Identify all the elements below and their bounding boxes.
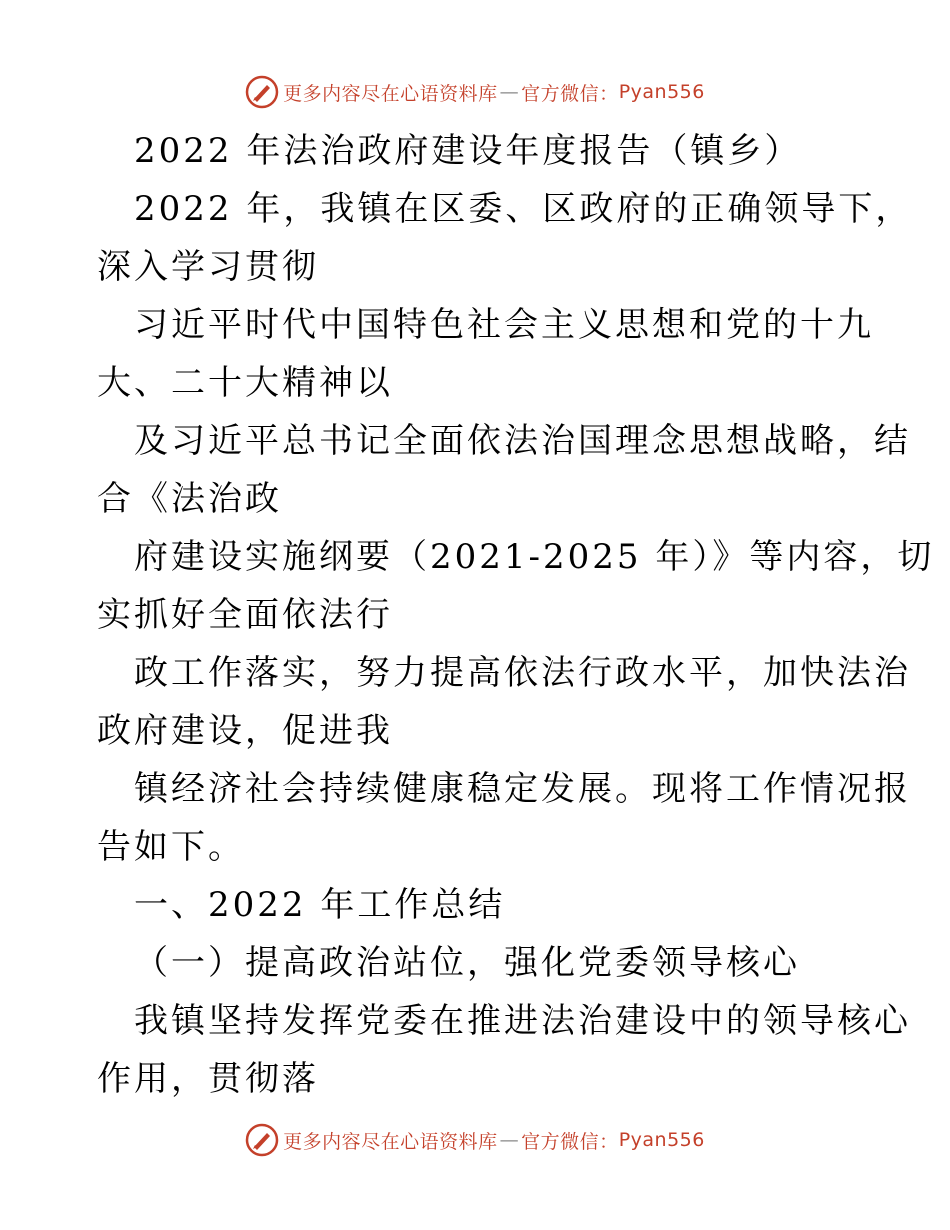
watermark-dash: — bbox=[499, 1129, 520, 1151]
subsection-heading: （一）提高政治站位，强化党委领导核心 bbox=[134, 943, 800, 983]
paragraph-line: 习近平时代中国特色社会主义思想和党的十九 bbox=[134, 305, 874, 345]
paragraph-line: 大、二十大精神以 bbox=[97, 363, 393, 403]
paragraph-line: 深入学习贯彻 bbox=[97, 247, 319, 287]
pen-logo-icon bbox=[245, 75, 279, 109]
paragraph-line: 镇经济社会持续健康稳定发展。现将工作情况报 bbox=[134, 769, 911, 809]
header-watermark bbox=[0, 72, 950, 112]
paragraph-line: 2022 年，我镇在区委、区政府的正确领导下， bbox=[134, 189, 913, 229]
paragraph-line: 政府建设，促进我 bbox=[97, 711, 393, 751]
watermark-brand: 更多内容尽在心语资料库 bbox=[283, 82, 498, 105]
pen-logo-icon bbox=[245, 1123, 279, 1157]
section-heading: 一、2022 年工作总结 bbox=[134, 885, 506, 925]
paragraph-line: 作用，贯彻落 bbox=[97, 1059, 319, 1099]
document-body bbox=[97, 122, 935, 1108]
paragraph-line: 合《法治政 bbox=[97, 479, 282, 519]
paragraph-line: 告如下。 bbox=[97, 827, 245, 867]
watermark-brand: 更多内容尽在心语资料库 bbox=[283, 1130, 498, 1153]
watermark-dash: — bbox=[499, 81, 520, 103]
paragraph-line: 及习近平总书记全面依法治国理念思想战略，结 bbox=[134, 421, 911, 461]
footer-watermark bbox=[0, 1120, 950, 1160]
watermark-wechat-id: Pyan556 bbox=[618, 1129, 705, 1151]
paragraph-line: 实抓好全面依法行 bbox=[97, 595, 393, 635]
watermark-label: 官方微信： bbox=[521, 1130, 619, 1153]
document-title: 2022 年法治政府建设年度报告（镇乡） bbox=[134, 131, 802, 171]
watermark-wechat-id: Pyan556 bbox=[618, 81, 705, 103]
paragraph-line: 政工作落实，努力提高依法行政水平，加快法治 bbox=[134, 653, 911, 693]
watermark-label: 官方微信： bbox=[521, 82, 619, 105]
paragraph-line: 府建设实施纲要（2021-2025 年）》等内容，切 bbox=[134, 537, 935, 577]
paragraph-line: 我镇坚持发挥党委在推进法治建设中的领导核心 bbox=[134, 1001, 911, 1041]
